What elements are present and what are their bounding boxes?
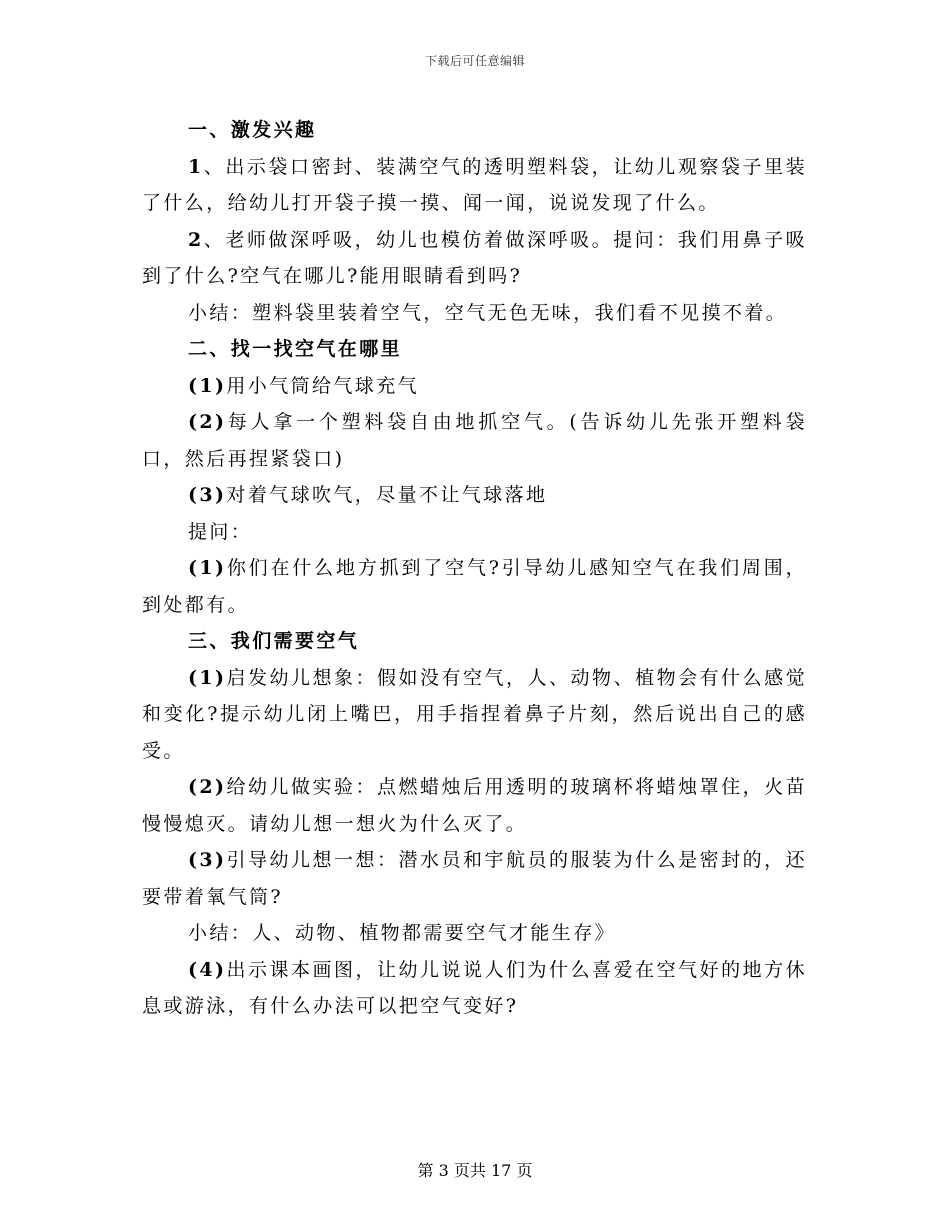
item-number: (1) xyxy=(188,557,227,579)
footer-current-page: 3 xyxy=(438,1161,449,1180)
item-text: 用小气筒给气球充气 xyxy=(226,374,420,397)
section-heading: 一、激发兴趣 xyxy=(188,119,317,141)
item-text: 你们在什么地方抓到了空气?引导幼儿感知空气在我们周围，到处都有。 xyxy=(142,557,807,616)
item-text: 启发幼儿想象：假如没有空气，人、动物、植物会有什么感觉和变化?提示幼儿闭上嘴巴，用手指捏着鼻子片刻，然后说出自己的感受。 xyxy=(142,666,807,762)
list-item xyxy=(142,842,807,915)
list-item xyxy=(142,660,807,770)
item-number: (2) xyxy=(188,776,227,798)
footer-total-pages: 17 xyxy=(491,1161,512,1180)
list-item xyxy=(142,952,807,1025)
item-number: (3) xyxy=(188,849,227,871)
header-note: 下载后可任意编辑 xyxy=(424,54,525,68)
section-heading: 三、我们需要空气 xyxy=(188,630,360,652)
footer-suffix: 页 xyxy=(511,1161,533,1180)
item-number: (2) xyxy=(188,411,227,433)
list-item xyxy=(142,368,807,405)
item-number: (1) xyxy=(188,374,227,397)
item-number: (3) xyxy=(188,484,227,506)
item-text: 每人拿一个塑料袋自由地抓空气。(告诉幼儿先张开塑料袋口，然后再捏紧袋口) xyxy=(142,411,807,470)
list-item xyxy=(142,477,807,514)
footer-prefix: 第 xyxy=(417,1161,439,1180)
item-text: 、老师做深呼吸，幼儿也模仿着做深呼吸。提问：我们用鼻子吸到了什么?空气在哪儿?能用眼睛看到吗? xyxy=(142,228,807,287)
list-item xyxy=(142,769,807,842)
item-text: 对着气球吹气，尽量不让气球落地 xyxy=(226,484,548,506)
summary-text: 小结：人、动物、植物都需要空气才能生存》 xyxy=(188,922,617,944)
item-text: 、出示袋口密封、装满空气的透明塑料袋，让幼儿观察袋子里装了什么，给幼儿打开袋子摸一摸、闻一闻，说说发现了什么。 xyxy=(142,155,807,214)
section-heading: 二、找一找空气在哪里 xyxy=(188,338,403,360)
summary-text: 小结：塑料袋里装着空气，空气无色无味，我们看不见摸不着。 xyxy=(188,301,788,324)
item-text: 给幼儿做实验：点燃蜡烛后用透明的玻璃杯将蜡烛罩住，火苗慢慢熄灭。请幼儿想一想火为什么灭了。 xyxy=(142,776,807,835)
question-label: 提问： xyxy=(188,520,253,543)
list-item xyxy=(142,222,807,295)
list-item xyxy=(142,550,807,623)
item-number: 2 xyxy=(188,228,204,251)
list-item xyxy=(142,149,807,222)
item-text: 引导幼儿想一想：潜水员和宇航员的服装为什么是密封的，还要带着氧气筒? xyxy=(142,849,807,908)
item-number: 1 xyxy=(188,155,204,178)
item-number: (1) xyxy=(188,666,227,689)
document-body xyxy=(142,112,807,1025)
list-item xyxy=(142,404,807,477)
item-text: 出示课本画图，让幼儿说说人们为什么喜爱在空气好的地方休息或游泳，有什么办法可以把空气变好? xyxy=(142,958,807,1017)
item-number: (4) xyxy=(188,958,227,981)
page-number-footer xyxy=(0,1158,950,1181)
footer-middle: 页共 xyxy=(448,1161,491,1180)
